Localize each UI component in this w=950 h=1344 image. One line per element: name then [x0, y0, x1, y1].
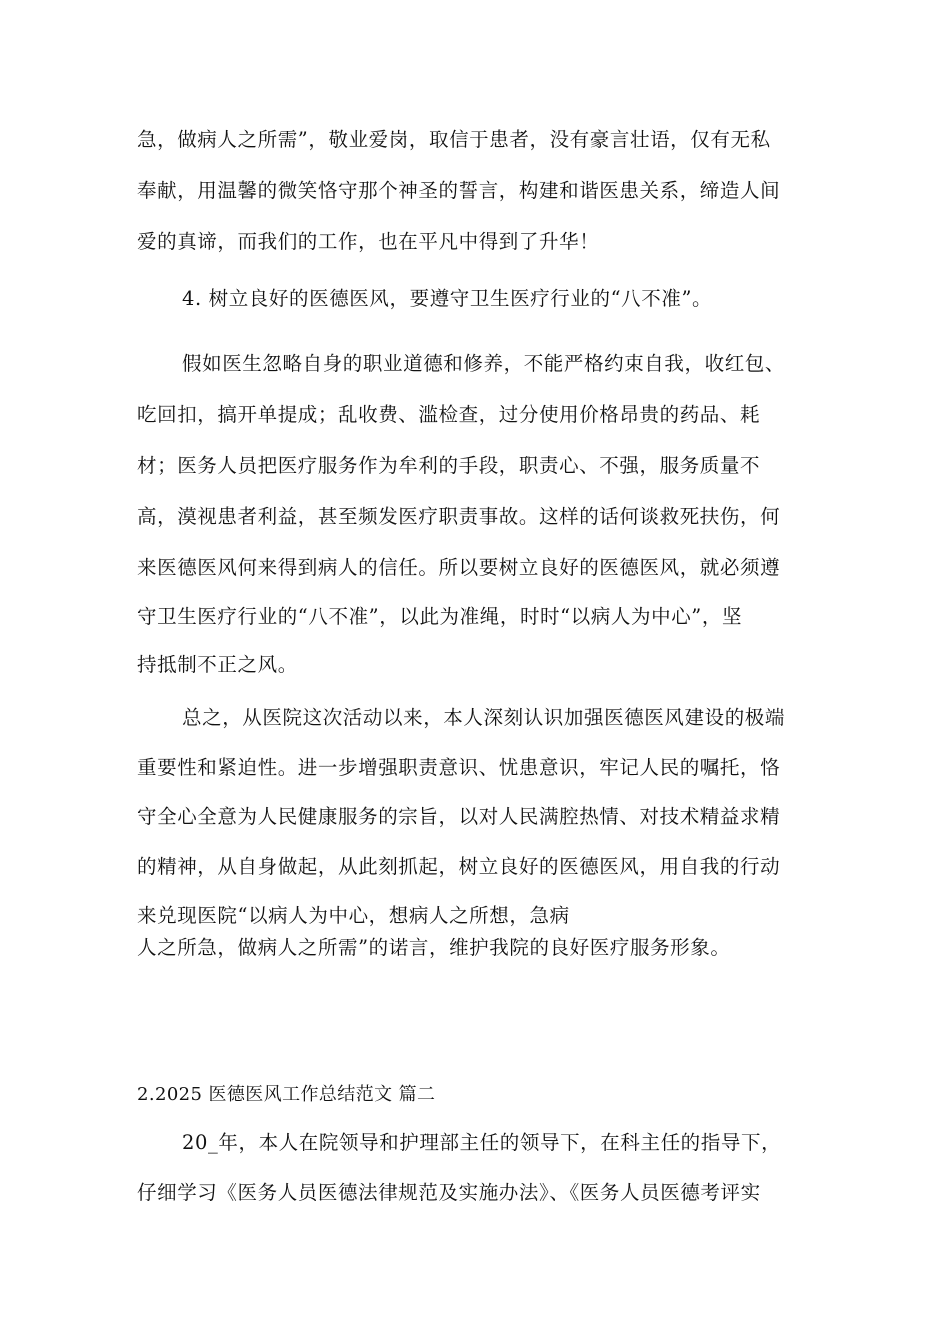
text-line: 来兑现医院“以病人为中心，想病人之所想，急病 — [137, 904, 570, 927]
text-line: 高，漠视患者利益，甚至频发医疗职责事故。这样的话何谈救死扶伤，何 — [137, 505, 781, 528]
text-line: 奉献，用温馨的微笑恪守那个神圣的誓言，构建和谐医患关系，缔造人间 — [137, 179, 781, 202]
text-line: 的精神，从自身做起，从此刻抓起，树立良好的医德医风，用自我的行动 — [137, 855, 781, 878]
text-line: 人之所急，做病人之所需”的诺言，维护我院的良好医疗服务形象。 — [137, 936, 731, 959]
text-line: 总之，从医院这次活动以来，本人深刻认识加强医德医风建设的极端 — [182, 706, 786, 729]
section-heading-4: 4. 树立良好的医德医风，要遵守卫生医疗行业的“八不准”。 — [182, 287, 713, 310]
text-line: 吃回扣，搞开单提成；乱收费、滥检查，过分使用价格昂贵的药品、耗 — [137, 403, 761, 426]
text-line: 守全心全意为人民健康服务的宗旨，以对人民满腔热情、对技术精益求精 — [137, 805, 781, 828]
text-line: 持抵制不正之风。 — [137, 653, 298, 676]
text-line: 材；医务人员把医疗服务作为牟利的手段，职责心、不强，服务质量不 — [137, 454, 761, 477]
text-line: 仔细学习《医务人员医德法律规范及实施办法》、《医务人员医德考评实 — [137, 1181, 761, 1204]
text-line: 假如医生忽略自身的职业道德和修养，不能严格约束自我，收红包、 — [182, 352, 786, 375]
text-line: 20_年，本人在院领导和护理部主任的领导下，在科主任的指导下， — [182, 1131, 782, 1154]
text-line: 来医德医风何来得到病人的信任。所以要树立良好的医德医风，就必须遵 — [137, 556, 781, 579]
text-line: 重要性和紧迫性。进一步增强职责意识、忧患意识，牢记人民的嘱托，恪 — [137, 756, 781, 779]
text-line: 守卫生医疗行业的“八不准”，以此为准绳，时时“以病人为中心”，坚 — [137, 605, 743, 628]
text-line: 急，做病人之所需”，敬业爱岗，取信于患者，没有豪言壮语，仅有无私 — [137, 128, 771, 151]
section-title: 2.2025 医德医风工作总结范文 篇二 — [137, 1084, 436, 1105]
text-line: 爱的真谛，而我们的工作，也在平凡中得到了升华！ — [137, 230, 600, 253]
